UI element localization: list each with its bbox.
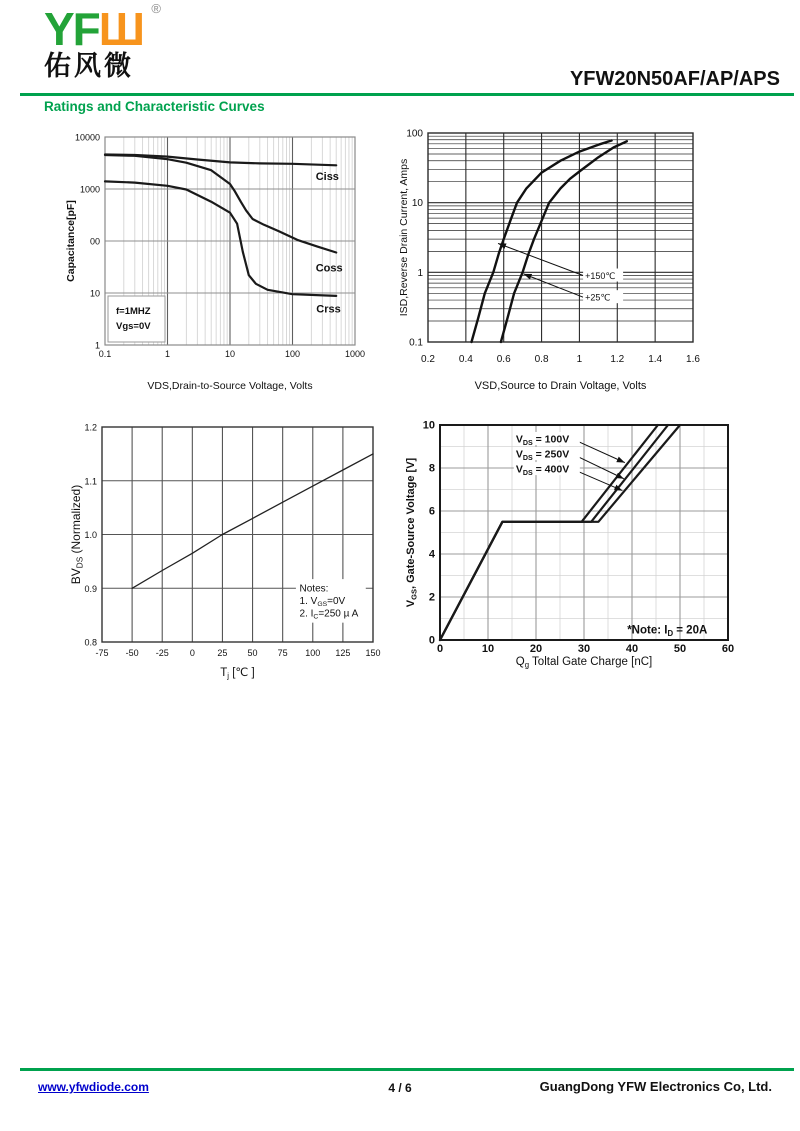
svg-text:10: 10 bbox=[422, 419, 435, 432]
svg-text:100: 100 bbox=[305, 648, 321, 658]
svg-text:Coss: Coss bbox=[315, 262, 343, 275]
svg-text:2: 2 bbox=[428, 591, 435, 604]
svg-text:1000: 1000 bbox=[79, 184, 100, 195]
svg-text:125: 125 bbox=[335, 648, 351, 658]
svg-text:0.4: 0.4 bbox=[458, 354, 473, 365]
capacitance-chart-svg bbox=[60, 125, 380, 395]
company-name: GuangDong YFW Electronics Co, Ltd. bbox=[539, 1079, 772, 1094]
svg-text:10: 10 bbox=[89, 288, 100, 299]
svg-text:Crss: Crss bbox=[316, 303, 341, 316]
gate-charge-chart bbox=[400, 412, 745, 677]
svg-text:2. IC=250 µ A: 2. $I_C=250$ µ A bbox=[299, 608, 359, 621]
svg-text:1.1: 1.1 bbox=[84, 476, 97, 487]
registered-trademark-icon: ® bbox=[151, 1, 162, 16]
svg-text:1000: 1000 bbox=[344, 349, 366, 359]
company-logo bbox=[44, 1, 162, 82]
svg-text:150: 150 bbox=[365, 648, 381, 658]
svg-text:40: 40 bbox=[625, 643, 639, 655]
svg-text:Qg Toltal Gate Charge [nC]: $Q_g$ Toltal Gate Charge [nC] bbox=[515, 656, 653, 670]
svg-text:1: 1 bbox=[417, 267, 423, 279]
svg-text:10000: 10000 bbox=[74, 132, 100, 143]
svg-text:-25: -25 bbox=[155, 648, 169, 658]
svg-text:1: 1 bbox=[94, 340, 100, 351]
breakdown-voltage-chart-svg bbox=[60, 415, 400, 685]
svg-text:VGS, Gate-Source Voltage [V]: $V_{GS}$, Gate-Source Voltage [V] bbox=[405, 457, 419, 608]
svg-text:100: 100 bbox=[284, 349, 301, 359]
logo-wordmark bbox=[44, 1, 162, 55]
svg-text:10: 10 bbox=[411, 198, 423, 210]
footer-rule bbox=[20, 1068, 794, 1071]
svg-text:0.9: 0.9 bbox=[84, 583, 97, 594]
part-number: YFW20N50AF/AP/APS bbox=[569, 68, 780, 90]
svg-text:Capacitance[pF]: Capacitance[pF] bbox=[65, 200, 77, 282]
svg-text:f=1MHZ: f=1MHZ bbox=[116, 306, 151, 317]
svg-text:*Note: ID = 20A: *Note: $I_D = 20A$ bbox=[627, 624, 708, 638]
svg-text:-75: -75 bbox=[95, 648, 109, 658]
svg-text:VDS,Drain-to-Source Voltage, V: VDS,Drain-to-Source Voltage, Volts bbox=[147, 380, 313, 392]
logo-yf-text: YF bbox=[44, 3, 99, 55]
svg-text:+150℃: +150℃ bbox=[585, 271, 616, 282]
section-title: Ratings and Characteristic Curves bbox=[44, 99, 265, 114]
svg-text:30: 30 bbox=[577, 643, 591, 655]
reverse-drain-current-chart-svg bbox=[395, 118, 725, 403]
svg-text:BVDS (Normalized): $BV_{DS}$ (Normalized) bbox=[69, 484, 85, 585]
svg-text:100: 100 bbox=[406, 128, 423, 140]
svg-text:8: 8 bbox=[428, 462, 435, 475]
svg-text:10: 10 bbox=[224, 349, 236, 359]
reverse-drain-current-chart bbox=[395, 118, 725, 403]
page-indicator: 4 / 6 bbox=[388, 1081, 412, 1095]
svg-text:Ciss: Ciss bbox=[315, 170, 339, 183]
svg-text:00: 00 bbox=[89, 236, 100, 247]
svg-text:10: 10 bbox=[481, 643, 495, 655]
svg-text:0.1: 0.1 bbox=[98, 349, 112, 359]
svg-text:0.8: 0.8 bbox=[84, 637, 97, 648]
svg-text:Tj [℃ ]: $T_j$ [℃ ] bbox=[220, 667, 255, 681]
svg-text:0.1: 0.1 bbox=[409, 337, 423, 349]
breakdown-voltage-chart bbox=[60, 415, 400, 685]
svg-text:0.6: 0.6 bbox=[496, 354, 511, 365]
gate-charge-chart-svg bbox=[400, 412, 745, 677]
svg-text:0.2: 0.2 bbox=[421, 354, 435, 365]
svg-text:-50: -50 bbox=[125, 648, 139, 658]
svg-text:Vgs=0V: Vgs=0V bbox=[116, 321, 151, 332]
svg-text:50: 50 bbox=[247, 648, 258, 658]
svg-text:VDS = 400V: $V_{DS} = 400V$ bbox=[515, 463, 570, 477]
capacitance-chart bbox=[60, 125, 380, 395]
svg-text:0: 0 bbox=[189, 648, 195, 658]
svg-text:6: 6 bbox=[428, 505, 435, 518]
svg-text:0: 0 bbox=[436, 643, 444, 655]
svg-text:+25℃: +25℃ bbox=[585, 292, 611, 303]
svg-text:Notes:: Notes: bbox=[299, 583, 329, 595]
svg-text:1: 1 bbox=[164, 349, 171, 359]
website-link[interactable]: www.yfwdiode.com bbox=[38, 1080, 149, 1094]
logo-chinese-name: 佑风微 bbox=[44, 51, 134, 81]
svg-text:1.2: 1.2 bbox=[84, 422, 97, 433]
svg-text:4: 4 bbox=[428, 548, 435, 561]
svg-text:60: 60 bbox=[721, 643, 735, 655]
logo-w-glyph: Ш bbox=[98, 3, 144, 55]
svg-text:1. VGS=0V: 1. $V_{GS}=0V$ bbox=[299, 595, 346, 609]
svg-text:75: 75 bbox=[277, 648, 288, 658]
svg-text:0.8: 0.8 bbox=[534, 354, 549, 365]
svg-text:25: 25 bbox=[217, 648, 228, 658]
svg-text:20: 20 bbox=[529, 643, 543, 655]
svg-text:1.6: 1.6 bbox=[686, 354, 700, 365]
svg-text:VSD,Source to Drain Voltage, V: VSD,Source to Drain Voltage, Volts bbox=[474, 380, 647, 392]
svg-text:1.4: 1.4 bbox=[648, 354, 663, 365]
svg-text:50: 50 bbox=[673, 643, 687, 655]
svg-text:VDS = 250V: $V_{DS} = 250V$ bbox=[515, 448, 570, 462]
header-rule bbox=[20, 93, 794, 96]
svg-text:1.0: 1.0 bbox=[84, 530, 97, 540]
svg-text:1.2: 1.2 bbox=[610, 354, 625, 365]
svg-text:1: 1 bbox=[576, 354, 583, 365]
svg-text:0: 0 bbox=[428, 634, 435, 647]
svg-text:VDS = 100V: $V_{DS} = 100V$ bbox=[515, 433, 570, 447]
svg-text:ISD,Reverse Drain Current, Amp: ISD,Reverse Drain Current, Amps bbox=[398, 158, 410, 317]
